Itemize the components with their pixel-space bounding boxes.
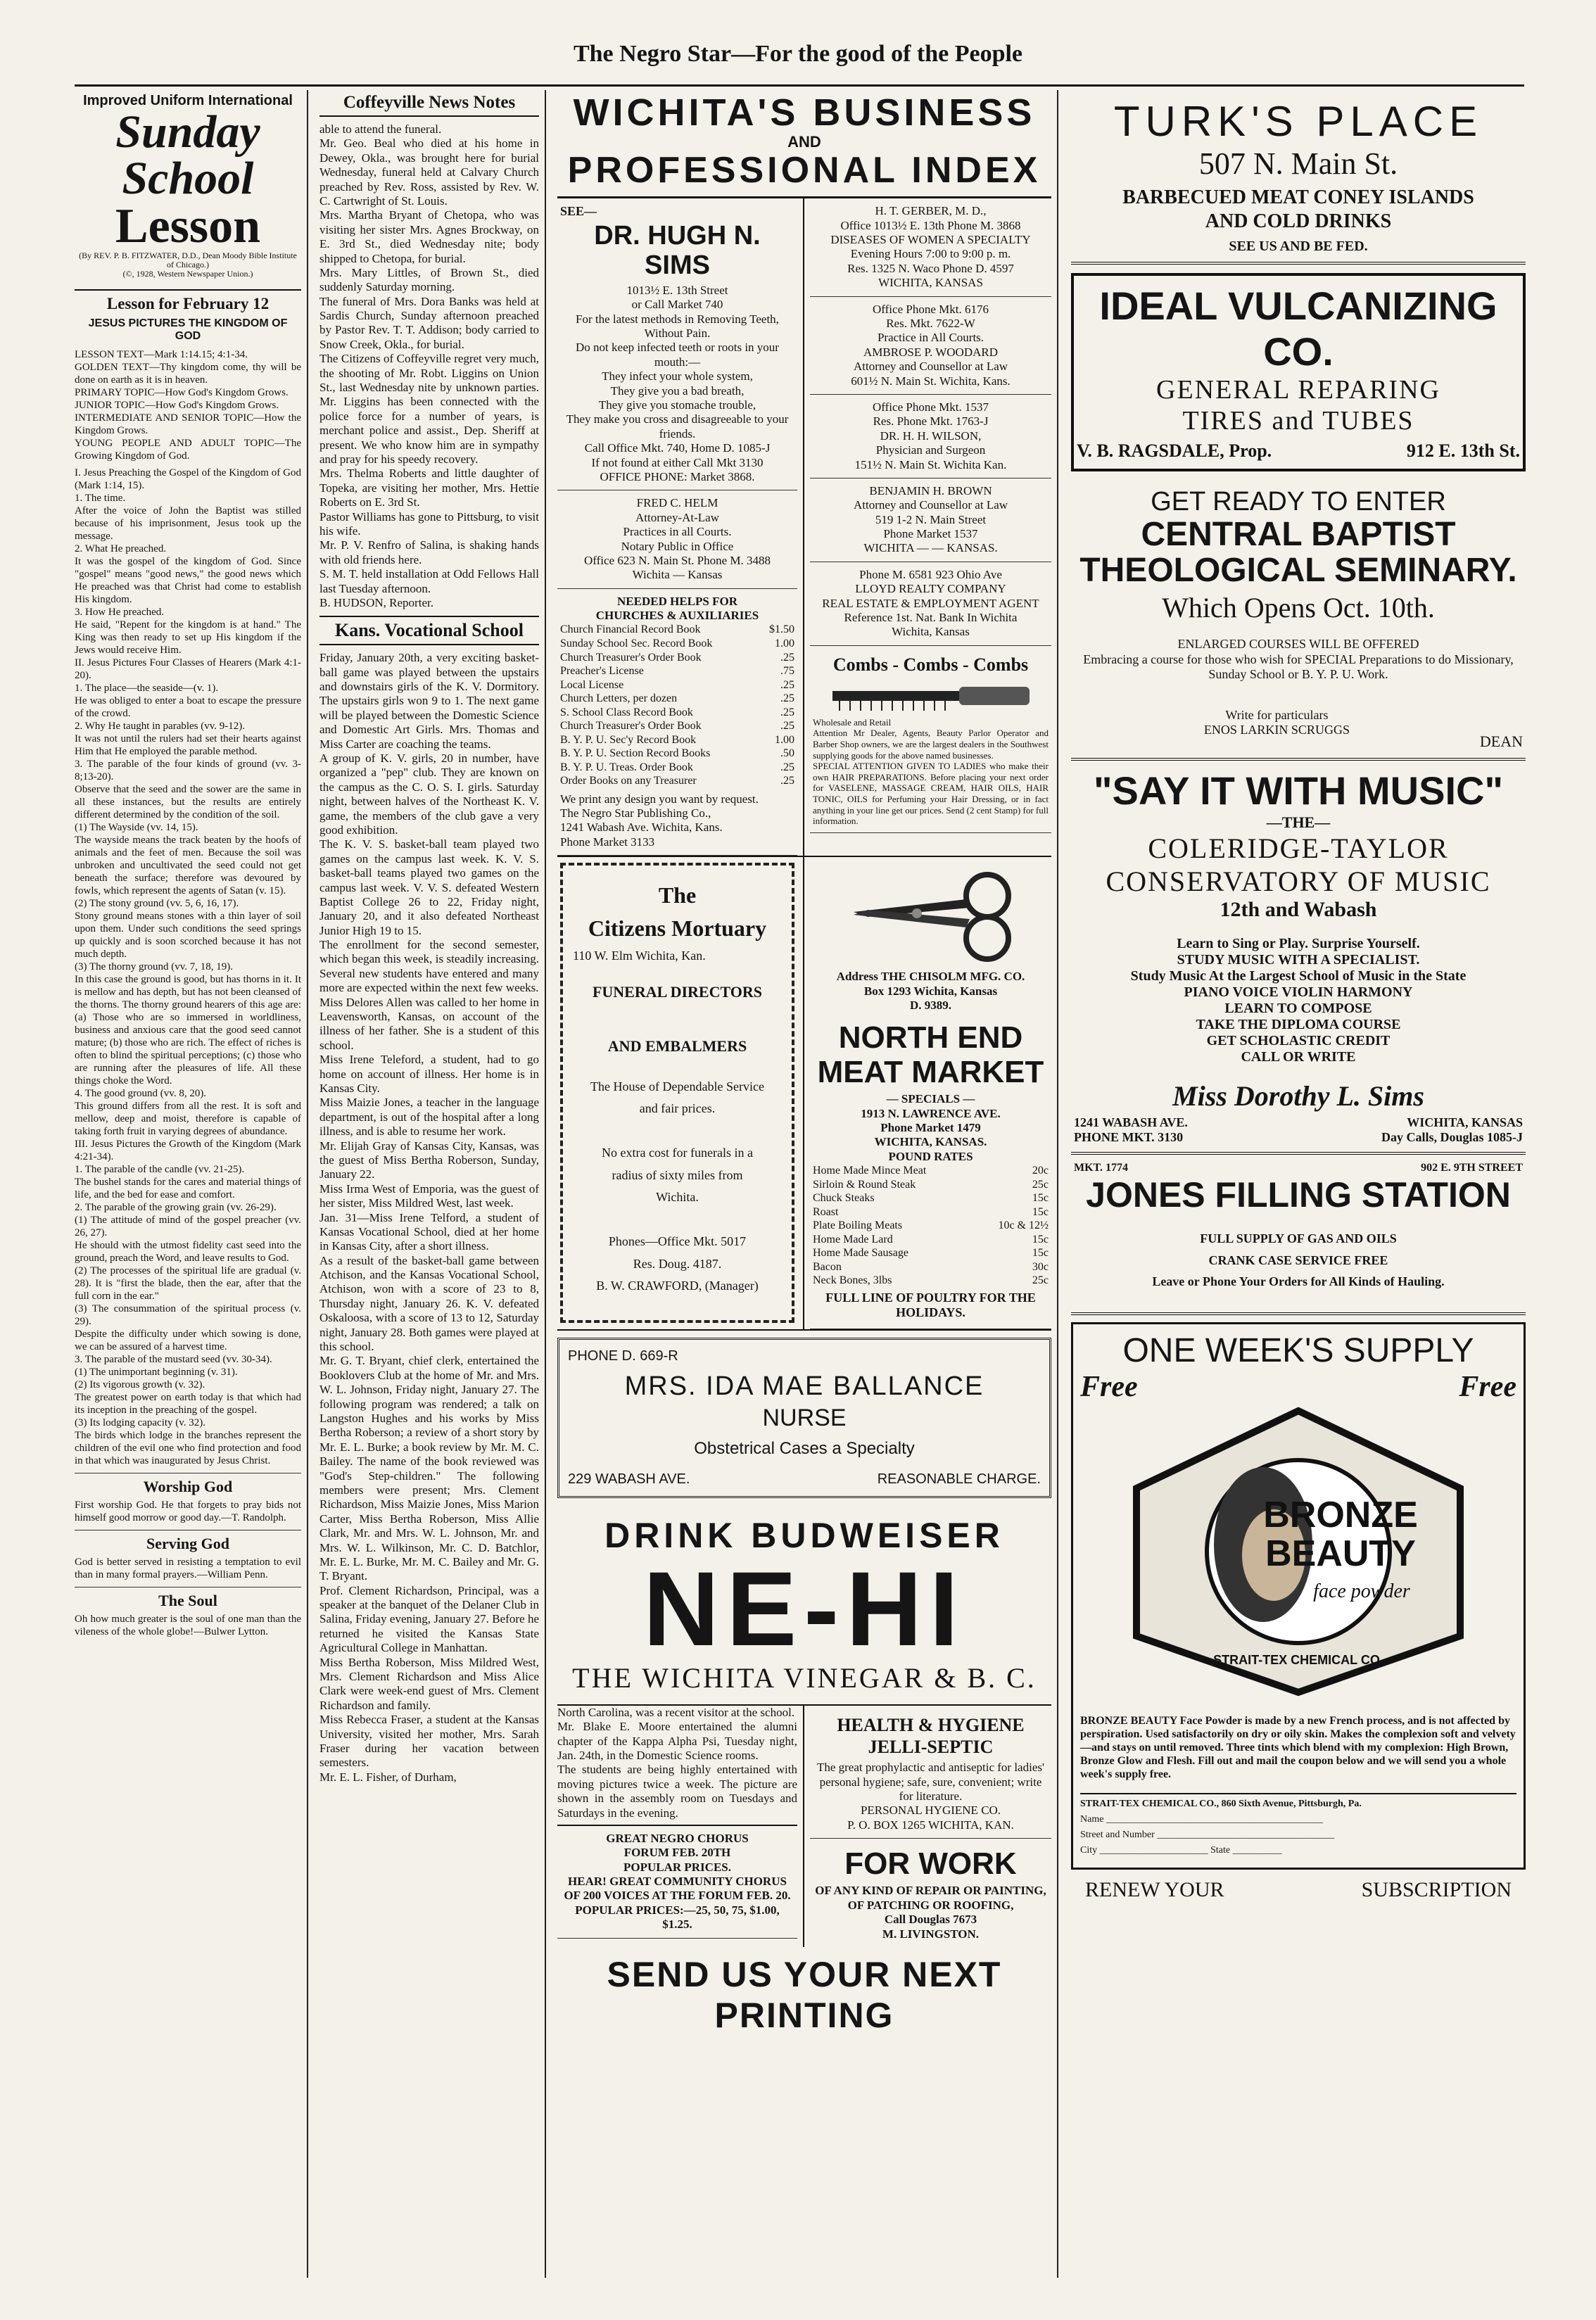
price-value: 30c — [1032, 1260, 1049, 1273]
index-grid-middle — [557, 857, 1051, 1331]
price-item: S. School Class Record Book — [560, 706, 693, 718]
seminary-body: ENLARGED COURSES WILL BE OFFERED Embracing a course for those who wish for SPECIAL Preparations to do Missionary, Sunday School or B. Y. P. U. Work. — [1083, 636, 1514, 682]
price-value: 15c — [1032, 1247, 1049, 1260]
turks-ad — [1071, 90, 1526, 265]
needed-head: NEEDED HELPS FOR CHURCHES & AUXILIARIES — [595, 594, 759, 623]
nurse-name: MRS. IDA MAE BALLANCE — [624, 1371, 984, 1401]
price-row — [813, 1219, 1049, 1233]
price-row — [813, 1246, 1049, 1260]
price-row — [560, 651, 794, 665]
jones-title: JONES FILLING STATION — [1086, 1174, 1511, 1215]
price-row — [560, 664, 794, 678]
price-item: B. Y. P. U. Sec'y Record Book — [560, 733, 697, 746]
mortuary-column — [557, 857, 804, 1329]
price-value: .75 — [780, 665, 794, 678]
bronze-free-right: Free — [1459, 1370, 1516, 1403]
price-value: 1.00 — [775, 733, 794, 746]
ivc-line1: GENERAL REPARING — [1156, 375, 1440, 405]
price-row — [560, 761, 794, 775]
masthead-rule — [75, 84, 1524, 87]
lesson-body: I. Jesus Preaching the Gospel of the Kingdom of God (Mark 1:14, 15). 1. The time. After the voice of John the Baptist was stilled because of his imprisonment, Jesus took up the message. 2. What He preached. It was the gospel of the kingdom of God. Since "gospel" means "good news," the good news which He preached was that Christ had come to establish His kingdom. 3. How He preached. He said, "Repent for the kingdom is at hand." The King was then ready to set up His kingdom if the Jews would receive Him. II. Jesus Pictures Four Classes of Hearers (Mark 4:1-20). 1. The place—the seaside—(v. 1). He was obliged to enter a boat to escape the pressure of the crowd. 2. Why He taught in parables (vv. 9-12). It was not until the rulers had set their hearts against Him that He employed the parable method. 3. The parable of the four kinds of ground (vv. 3-8;13-20). Observe that the seed and the sower are the same in all these instances, but the results are entirely different determined by the condition of the soil. (1) The Wayside (vv. 14, 15). The wayside means the track beaten by the hoofs of animals and the feet of men. Because the soil was unbroken and uncultivated the seed could not get beneath the surface; therefore was devoured by fowls, which represent the agents of Satan (v. 15). (2) The stony ground (vv. 5, 6, 16, 17). Stony ground means stones with a thin layer of soil upon them. Under such conditions the seed springs up quickly and is soon scorched because it has not much depth. (3) The thorny ground (vv. 7, 18, 19). In this case the ground is good, but has thorns in it. It is mellow and has depth, but has not been cleansed of the thorns. The thorny ground hearers of this age are: (a) Those who are so immersed in worldliness, business and anxious care that the good seed cannot mature; (b) those who are rich. The effect of riches is often to blind the spiritual perceptions; (c) those who are running after the pleasures of life. All these things choke the Word. 4. The good ground (vv. 8, 20). This ground differs from all the rest. It is soft and mellow, deep and moist, therefore is capable of taking forth fruit in varying degrees of abundance. III. Jesus Pictures the Growth of the Kingdom (Mark 4:21-34). 1. The parable of the candle (vv. 21-25). The bushel stands for the cares and material things of life, and the bed for ease and comfort. 2. The parable of the growing grain (vv. 26-29). (1) The attitude of mind of the gospel preacher (vv. 26, 27). He should with the utmost fidelity cast seed into the ground, preach the Word, and leave results to God. (2) The processes of the spiritual life are gradual (v. 28). It is "first the blade, then the ear, after that the full corn in the ear." (3) The consummation of the spiritual process (v. 29). Despite the difficulty under which sowing is done, we can be assured of a harvest time. 3. The parable of the mustard seed (vv. 30-34). (1) The unimportant beginning (v. 31). (2) Its vigorous growth (v. 32). The greatest power on earth today is that which had its inception in the preaching of the gospel. (3) Its lodging capacity (v. 32). The birds which lodge in the branches represent the children of the evil one who find protection and food in that which was inaugurated by Jesus Christ. — [75, 467, 302, 1466]
sims-see: SEE— — [560, 204, 597, 219]
soul-head: The Soul — [75, 1587, 301, 1610]
seminary-ad — [1071, 480, 1526, 761]
lesson-topics: LESSON TEXT—Mark 1:14.15; 4:1-34. GOLDEN TEXT—Thy kingdom come, thy will be done on earth as it is in heaven. PRIMARY TOPIC—How God's Kingdom Grows. JUNIOR TOPIC—How God's Kingdom Grows. INTERMEDIATE AND SENIOR TOPIC—How the Kingdom Grows. YOUNG PEOPLE AND ADULT TOPIC—The Growing Kingdom of God. — [75, 348, 301, 462]
worship-text: First worship God. He that forgets to pray bids not himself good morrow or good day.—T. Randolph. — [75, 1499, 301, 1523]
column-sunday-school — [75, 90, 308, 2278]
price-row — [560, 774, 794, 788]
price-item: Church Financial Record Book — [560, 623, 701, 636]
index-title-line2: PROFESSIONAL INDEX — [567, 149, 1041, 191]
bronze-text: BRONZE BEAUTY Face Powder is made by a new French process, and is not affected by perspiration. Used satisfactorily on dry or oily skin. Makes the complexion soft and velvety—and stays on until removed. Three tints which blend with my complexion: High Brown, Bronze Glow and Flesh. Fill out and mail the coupon below and we will send you a whole week's supply free. — [1080, 1714, 1516, 1781]
price-row — [560, 692, 794, 706]
price-item: Bacon — [813, 1260, 842, 1273]
health-ad — [810, 1706, 1051, 1839]
price-value: 15c — [1032, 1205, 1049, 1218]
ss-byline: (By REV. P. B. FITZWATER, D.D., Dean Moody Bible Institute of Chicago.) (©, 1928, Western Newspaper Union.) — [79, 251, 297, 279]
nurse-phone: PHONE D. 669-R — [568, 1348, 678, 1364]
music-line3: COLERIDGE-TAYLOR CONSERVATORY OF MUSIC — [1106, 832, 1491, 897]
price-row — [813, 1205, 1049, 1219]
pliers-icon — [840, 864, 1022, 963]
meat-price-list — [813, 1164, 1049, 1288]
work-text: OF ANY KIND OF REPAIR OR PAINTING, OF PATCHING OR ROOFING, Call Douglas 7673 M. LIVINGSTON. — [815, 1884, 1046, 1941]
price-item: Sunday School Sec. Record Book — [560, 637, 713, 649]
coupon-name-label: Name — [1080, 1813, 1104, 1825]
price-row — [813, 1164, 1049, 1178]
health-work-column — [804, 1706, 1051, 1947]
price-value: .25 — [780, 651, 794, 664]
gerber-ad — [810, 198, 1051, 296]
price-row — [813, 1178, 1049, 1192]
turks-title: TURK'S PLACE — [1113, 98, 1483, 145]
price-value: $1.50 — [769, 623, 794, 636]
brown-lines: BENJAMIN H. BROWN Attorney and Counsellor at Law 519 1-2 N. Main Street Phone Market 1537 WICHITA — — KANSAS. — [853, 483, 1008, 555]
bronze-brand-l2: BEAUTY — [1265, 1533, 1416, 1574]
price-row — [560, 719, 794, 733]
price-item: B. Y. P. U. Section Record Books — [560, 747, 711, 760]
coupon-name-field[interactable]: Name ____________________________________________ — [1080, 1813, 1323, 1825]
coupon-city-field[interactable]: City ______________________ State __________ — [1080, 1844, 1282, 1856]
lesson-subject: JESUS PICTURES THE KINGDOM OF GOD — [88, 317, 288, 342]
nurse-charge: REASONABLE CHARGE. — [877, 1471, 1041, 1487]
meat-column — [804, 857, 1051, 1329]
coffeyville-title: Coffeyville News Notes — [319, 90, 539, 117]
bronze-free-row — [1080, 1370, 1516, 1404]
index-title-line1: WICHITA'S BUSINESS — [573, 91, 1036, 134]
wilson-lines: Office Phone Mkt. 1537 Res. Phone Mkt. 1763-J DR. H. H. WILSON, Physician and Surgeon 151½ N. Main St. Wichita Kan. — [854, 400, 1007, 471]
woodard-lines: Office Phone Mkt. 6176 Res. Mkt. 7622-W Practice in All Courts. AMBROSE P. WOODARD Attorney and Counsellor at Law 601½ N. Main St. Wichita, Kans. — [851, 302, 1011, 388]
price-item: Home Made Sausage — [813, 1247, 908, 1260]
combs-head: Combs - Combs - Combs — [832, 654, 1029, 675]
coffeyville-text: able to attend the funeral. Mr. Geo. Beal who died at his home in Dewey, Okla., was brought here for burial Wednesday, funeral held at Calvary Church preached by Rev. Ross, assisted by Rev. W. C. Cartwright of St. Louis. Mrs. Martha Bryant of Chetopa, who was visiting her sister Mrs. Agnes Brockway, on E. 3rd St., died Wednesday nite; body shipped to Chetopa, for burial. Mrs. Mary Littles, of Brown St., died suddenly Saturday morning. The funeral of Mrs. Dora Banks was held at Sardis Church, Sunday afternoon preached by Pastor Rev. T. T. Addison; body carried to Snow Creek, Okla., for burial. The Citizens of Coffeyville regret very much, the shooting of Mr. Robt. Liggins on Union St., last Wednesday nite by unknown parties. Mr. Liggins has been connected with the police force for a number of years, is merchant police and assist., Dep. Sheriff at present. We who know him are in sympathy and pray for his speedy recovery. Mrs. Thelma Roberts and little daughter of Topeka, are visiting her mother, Mrs. Hettie Roberts on E. 3rd St. Pastor Williams has gone to Pittsburg, to visit his wife. Mr. P. V. Renfro of Salina, is shaking hands with old friends here. S. M. T. held installation at Odd Fellows Hall last Tuesday afternoon. B. HUDSON, Reporter. — [319, 122, 539, 609]
health-text: The great prophylactic and antiseptic for ladies' personal hygiene; safe, sure, convenient; write for literature. PERSONAL HYGIENE CO. P. O. BOX 1265 WICHITA, KAN. — [816, 1761, 1045, 1832]
ivc-addr: 912 E. 13th St. — [1406, 440, 1520, 462]
mortuary-lines: The House of Dependable Service and fair prices. No extra cost for funerals in a radius of sixty miles from Wichita. Phones—Office Mkt. 5017 Res. Doug. 4187. B. W. CRAWFORD, (Manager) — [590, 1079, 764, 1293]
seminary-line2: CENTRAL BAPTIST THEOLOGICAL SEMINARY. — [1079, 516, 1517, 589]
renew-row — [1071, 1878, 1526, 1902]
ivc-prop-row — [1077, 440, 1520, 462]
coupon-street-label: Street and Number — [1080, 1829, 1155, 1840]
worship-head: Worship God — [75, 1473, 301, 1496]
ss-title: Sunday School — [115, 106, 260, 204]
price-item: B. Y. P. U. Treas. Order Book — [560, 761, 693, 773]
seminary-line1: GET READY TO ENTER — [1151, 487, 1446, 517]
price-value: 15c — [1032, 1192, 1049, 1205]
bronze-title: ONE WEEK'S SUPPLY — [1122, 1331, 1474, 1369]
ivc-prop: V. B. RAGSDALE, Prop. — [1077, 440, 1272, 462]
gerber-lines: H. T. GERBER, M. D., Office 1013½ E. 13th Phone M. 3868 DISEASES OF WOMEN A SPECIALTY Evening Hours 7:00 to 9:00 p. m. Res. 1325 N. Waco Phone D. 4597 WICHITA, KANSAS — [830, 204, 1031, 290]
index-left — [557, 198, 804, 856]
sunday-school-header — [75, 90, 301, 291]
chorus-ad — [557, 1825, 797, 1939]
sims-ad — [557, 198, 797, 490]
jones-top — [1074, 1162, 1523, 1174]
wilson-ad — [810, 395, 1051, 478]
price-item: Neck Bones, 3lbs — [813, 1274, 892, 1287]
turks-lines: BARBECUED MEAT CONEY ISLANDS AND COLD DRINKS — [1122, 186, 1474, 232]
price-value: 25c — [1032, 1178, 1049, 1191]
news-continued — [557, 1706, 804, 1947]
seminary-bottom — [1074, 695, 1523, 751]
price-value: .25 — [780, 720, 794, 733]
price-value: 15c — [1032, 1233, 1049, 1245]
music-foot-left: 1241 WABASH AVE. PHONE MKT. 3130 — [1074, 1115, 1188, 1144]
nurse-role: NURSE — [762, 1404, 847, 1431]
price-item: Church Treasurer's Order Book — [560, 720, 702, 733]
soul-text: Oh how much greater is the soul of one man than the vileness of the whole globe!—Bulwer Lytton. — [75, 1613, 301, 1637]
music-line1: "SAY IT WITH MUSIC" — [1093, 768, 1504, 813]
bronze-free-left: Free — [1080, 1370, 1138, 1403]
bud-line1: DRINK BUDWEISER — [604, 1515, 1004, 1555]
work-ad — [810, 1839, 1051, 1947]
ss-top-line: Improved Uniform International — [83, 93, 293, 108]
nurse-specialty: Obstetrical Cases a Specialty — [694, 1438, 915, 1458]
serving-head: Serving God — [75, 1530, 301, 1553]
seminary-write: Write for particulars ENOS LARKIN SCRUGGS — [1203, 707, 1350, 737]
brown-ad — [810, 478, 1051, 562]
seminary-line3: Which Opens Oct. 10th. — [1162, 591, 1435, 623]
jones-ad — [1071, 1155, 1526, 1315]
price-value: .25 — [780, 692, 794, 705]
turks-small: SEE US AND BE FED. — [1229, 239, 1368, 255]
bronze-brand-l1: BRONZE — [1263, 1494, 1418, 1535]
meat-name: NORTH END MEAT MARKET — [817, 1020, 1044, 1089]
mortuary-name: Citizens Mortuary — [588, 915, 767, 942]
masthead: The Negro Star—For the good of the People — [573, 41, 1023, 67]
sims-name: DR. HUGH N. SIMS — [594, 221, 761, 281]
price-item: Order Books on any Treasurer — [560, 775, 697, 787]
price-row — [813, 1233, 1049, 1247]
column-ads — [1064, 90, 1526, 2278]
helm-ad — [557, 490, 797, 588]
renew-right: SUBSCRIPTION — [1361, 1877, 1512, 1901]
chisolm-lines: Address THE CHISOLM MFG. CO. Box 1293 Wichita, Kansas D. 9389. — [836, 970, 1025, 1012]
budweiser-ad — [557, 1505, 1051, 1706]
price-item: Chuck Steaks — [813, 1192, 875, 1205]
price-row — [813, 1260, 1049, 1274]
price-row — [813, 1274, 1049, 1288]
combs-text: Wholesale and Retail Attention Mr Dealer, Agents, Beauty Parlor Operator and Barber Shop owners, we are the largest dealers in the Southwest supplying goods for the above named businesses. SPECIAL ATTENTION GIVEN TO LADIES who make their own HAIR PREPARATIONS. Before placing your next order for VASELENE, MASSAGE CREAM, HAIR OILS, HAIR TONIC, OILS for Perfuming your Hair Dressing, or in fact anything in your line get our prices. Send (2 cent Stamp) for full information. — [813, 716, 1049, 827]
price-item: Preacher's License — [560, 665, 644, 678]
price-value: .25 — [780, 706, 794, 718]
helm-lines: FRED C. HELM Attorney-At-Law Practices in all Courts. Notary Public in Office Office 623 N. Main St. Phone M. 3488 Wichita — Kansas — [583, 496, 771, 582]
bronze-brand-l3: face powder — [1313, 1580, 1410, 1602]
price-row — [560, 678, 794, 692]
nc-text: North Carolina, was a recent visitor at the school. Mr. Blake E. Moore entertained the alumni chapter of the Kappa Alpha Psi, Tuesday night, Jan. 24th, in the Domestic Science rooms. The students are being highly entertained with moving pictures twice a week. The picture are shown in the assembly room on Tuesdays and Saturdays in the evening. — [557, 1705, 797, 1820]
mortuary-the: The — [658, 882, 697, 908]
lesson-date: Lesson for February 12 — [106, 294, 270, 312]
comb-icon — [825, 678, 1037, 714]
music-foot — [1074, 1115, 1523, 1145]
health-head: HEALTH & HYGIENE JELLI-SEPTIC — [837, 1714, 1025, 1757]
mortuary-sub: FUNERAL DIRECTORS AND EMBALMERS — [592, 983, 763, 1056]
price-value: 20c — [1032, 1165, 1049, 1177]
needed-foot: We print any design you want by request. The Negro Star Publishing Co., 1241 Wabash Ave. Wichita, Kans. Phone Market 3133 — [560, 792, 759, 849]
bud-line2: NE-HI — [642, 1549, 966, 1668]
price-row — [560, 733, 794, 747]
mortuary-ad — [560, 863, 794, 1323]
price-item: Church Letters, per dozen — [560, 692, 678, 705]
nurse-ad — [557, 1338, 1051, 1498]
index-grid-bottom — [557, 1706, 1051, 1947]
price-value: .25 — [780, 775, 794, 787]
price-item: Plate Boiling Meats — [813, 1219, 903, 1232]
sims-lines: 1013½ E. 13th Street or Call Market 740 For the latest methods in Removing Teeth, Without Pain. Do not keep infected teeth or roots in your mouth:— They infect your whole system, They give you a bad breath, They give you stomache trouble, They make you cross and disagreeable to your friends. Call Office Mkt. 740, Home D. 1085-J If not found at either Call Mkt 3130 OFFICE PHONE: Market 3868. — [566, 283, 789, 483]
lloyd-lines: Phone M. 6581 923 Ohio Ave LLOYD REALTY COMPANY REAL ESTATE & EMPLOYMENT AGENT Reference 1st. Nat. Bank In Wichita Wichita, Kansas — [822, 567, 1039, 639]
needed-helps-ad — [557, 589, 797, 856]
ivc-line2: TIRES and TUBES — [1182, 406, 1414, 436]
index-right — [804, 198, 1051, 856]
jones-mkt: MKT. 1774 — [1074, 1161, 1129, 1174]
music-foot-right: WICHITA, KANSAS Day Calls, Douglas 1085-J — [1381, 1115, 1523, 1144]
ivc-ad — [1071, 273, 1526, 471]
music-the: —THE— — [1266, 813, 1331, 831]
price-value: 10c & 12½ — [998, 1219, 1049, 1232]
work-head: FOR WORK — [844, 1846, 1017, 1882]
price-item: Home Made Lard — [813, 1233, 893, 1245]
kv-title: Kans. Vocational School — [319, 616, 539, 645]
music-lines: Learn to Sing or Play. Surprise Yourself. STUDY MUSIC WITH A SPECIALIST. Study Music At the Largest School of Music in the State PIANO VOICE VIOLIN HARMONY LEARN TO COMPOSE TAKE THE DIPLOMA COURSE GET SCHOLASTIC CREDIT CALL OR WRITE — [1130, 935, 1467, 1065]
price-row — [560, 623, 794, 637]
price-row — [560, 706, 794, 720]
meat-sub: — SPECIALS — 1913 N. LAWRENCE AVE. Phone Market 1479 WICHITA, KANSAS. POUND RATES — [861, 1092, 1001, 1163]
price-item: Roast — [813, 1205, 839, 1218]
ivc-title: IDEAL VULCANIZING CO. — [1099, 284, 1497, 374]
bronze-beauty-ad — [1071, 1322, 1526, 1870]
column-news — [314, 90, 546, 2278]
price-value: 25c — [1032, 1274, 1049, 1287]
turks-addr: 507 N. Main St. — [1198, 146, 1398, 181]
price-item: Church Treasurer's Order Book — [560, 651, 702, 664]
price-item: Sirloin & Round Steak — [813, 1178, 916, 1191]
price-row — [560, 637, 794, 651]
kv-text: Friday, January 20th, a very exciting basket-ball game was played between the upstairs and downstairs girls of the K. V. Dormitory. The upstairs girls won 9 to 1. The next game will be played between the Domestic Science and Domestic Art Girls. Mrs. Thomas and Miss Carter are coaching the teams. A group of K. V. girls, 20 in number, have organized a "pep" club. They are known on the campus as the C. O. S. I. girls. Saturday night, between halves of the Northeast K. V. game, the members of the club gave a very good exhibition. The K. V. S. basket-ball team played two games on the campus last week. K. V. S. basket-ball teams played two games on the campus last week. V. V. S. defeated Western Baptist College 26 to 22, Friday night, January 20, and it also defeated Northeast Junior High 19 to 15. The enrollment for the second semester, which began this week, is steadily increasing. Several new students have entered and many more are expected within the next few weeks. Miss Delores Allen was called to her home in Leavensworth, Kansas, on account of the illness of her father. She is a student of this school. Miss Irene Teleford, a student, had to go home on account of illness. Her home is in Kansas City. Miss Maizie Jones, a teacher in the language department, is out of the hospital after a long illness, and is able to resume her work. Mr. Elijah Gray of Kansas City, Kansas, was the guest of Miss Bertha Roberson, Sunday, January 22. Miss Irma West of Emporia, was the guest of her sister, Miss Mildred West, last week. Jan. 31—Miss Irene Telford, a student of Kansas Vocational School, died at her home in Kansas City, after a short illness. As a result of the basket-ball game between Atchison, and the Kansas Vocational School, Atchison, won with a score of 23 to 8, Thursday night, January 26. K. V. defeated Oskaloosa, with a score of 13 to 12, Saturday night, January 28. Both games were played at this school. Mr. G. T. Bryant, chief clerk, entertained the Booklovers Club at the home of Mr. and Mrs. W. L. Johnson, Friday night, January 27. The following program was rendered; a talk on Langston Hughes and his works by Miss Bertha Roberson; a review of a short story by Mr. E. L. Burke; a book review by Mr. M. C. Bailey. The name of the book reviewed was "God's Step-children." The following members were present; Mrs. Clement Richardson, Miss Maizie Jones, Miss Marion Carter, Miss Bertha Roberson, Miss Allie Clark, Mr. and Mrs. W. L. Johnson, Mr. and Mrs. W. L. Wilkinson, Mr. C. D. Batchlor, Mr. E. L. Burke, Mr. M. C. Bailey and Mr. G. T. Bryant. Prof. Clement Richardson, Principal, was a speaker at the banquet of the Delaner Club in Salina, Friday evening, January 27. Before he returned he visited the Kansas State Agricultural College in Manhattan. Miss Bertha Roberson, Miss Mildred West, Mrs. Clement Richardson and Miss Alice Clark were week-end guest of Mrs. Clement Richardson and family. Miss Rebecca Fraser, a student at the Kansas University, visited her mother, Mrs. Sarah Fraser during her vacation between semesters. Mr. E. L. Fisher, of Durham, — [319, 651, 539, 1784]
business-index-title — [557, 90, 1051, 198]
renew-left: RENEW YOUR — [1085, 1877, 1224, 1901]
meat-foot: FULL LINE OF POULTRY FOR THE HOLIDAYS. — [825, 1290, 1036, 1319]
needed-price-list — [560, 623, 794, 787]
serving-text: God is better served in resisting a temptation to evil than in many formal prayers.—William Penn. — [75, 1556, 301, 1580]
price-value: .25 — [780, 761, 794, 773]
coupon-address: STRAIT-TEX CHEMICAL CO., 860 Sixth Avenue, Pittsburgh, Pa. — [1080, 1793, 1516, 1810]
column-business-index — [552, 90, 1058, 2278]
price-item: Local License — [560, 678, 624, 691]
powder-box-image — [1080, 1404, 1516, 1699]
lloyd-ad — [810, 562, 1051, 646]
coupon-street-field[interactable]: Street and Number ____________________________________ — [1080, 1829, 1335, 1840]
price-value: 1.00 — [775, 637, 794, 649]
coupon-state-label: State — [1210, 1844, 1231, 1856]
jones-lines: FULL SUPPLY OF GAS AND OILS CRANK CASE SERVICE FREE Leave or Phone Your Orders for All Kinds of Hauling. — [1152, 1231, 1445, 1289]
music-addr: 12th and Wabash — [1220, 897, 1377, 921]
price-row — [813, 1191, 1049, 1205]
nurse-bottom — [568, 1471, 1041, 1488]
printing-ad: SEND US YOUR NEXT PRINTING — [607, 1955, 1002, 2036]
jones-addr: 902 E. 9TH STREET — [1421, 1161, 1523, 1174]
price-row — [560, 747, 794, 761]
index-grid-top — [557, 198, 1051, 857]
chorus-lines: GREAT NEGRO CHORUS FORUM FEB. 20TH POPULAR PRICES. HEAR! GREAT COMMUNITY CHORUS OF 200 VOICES AT THE FORUM FEB. 20. POPULAR PRICES:—25, 50, 75, $1.00, $1.25. — [564, 1831, 791, 1932]
mortuary-addr: 110 W. Elm Wichita, Kan. — [573, 949, 706, 963]
seminary-dean: DEAN — [1479, 732, 1523, 750]
index-title-and: AND — [787, 132, 821, 151]
music-name: Miss Dorothy L. Sims — [1172, 1079, 1424, 1112]
price-item: Home Made Mince Meat — [813, 1165, 927, 1177]
ss-lesson: Lesson — [115, 199, 261, 253]
bud-line3: THE WICHITA VINEGAR & B. C. — [572, 1661, 1037, 1694]
bronze-maker: STRAIT-TEX CHEMICAL CO. — [1213, 1652, 1383, 1667]
price-value: .25 — [780, 678, 794, 691]
combs-ad — [810, 646, 1051, 833]
price-value: .50 — [780, 747, 794, 760]
coupon-city-label: City — [1080, 1844, 1098, 1856]
woodard-ad — [810, 297, 1051, 395]
nurse-addr: 229 WABASH AVE. — [568, 1471, 690, 1487]
music-ad — [1071, 761, 1526, 1155]
meat-market-ad — [810, 1013, 1051, 1329]
